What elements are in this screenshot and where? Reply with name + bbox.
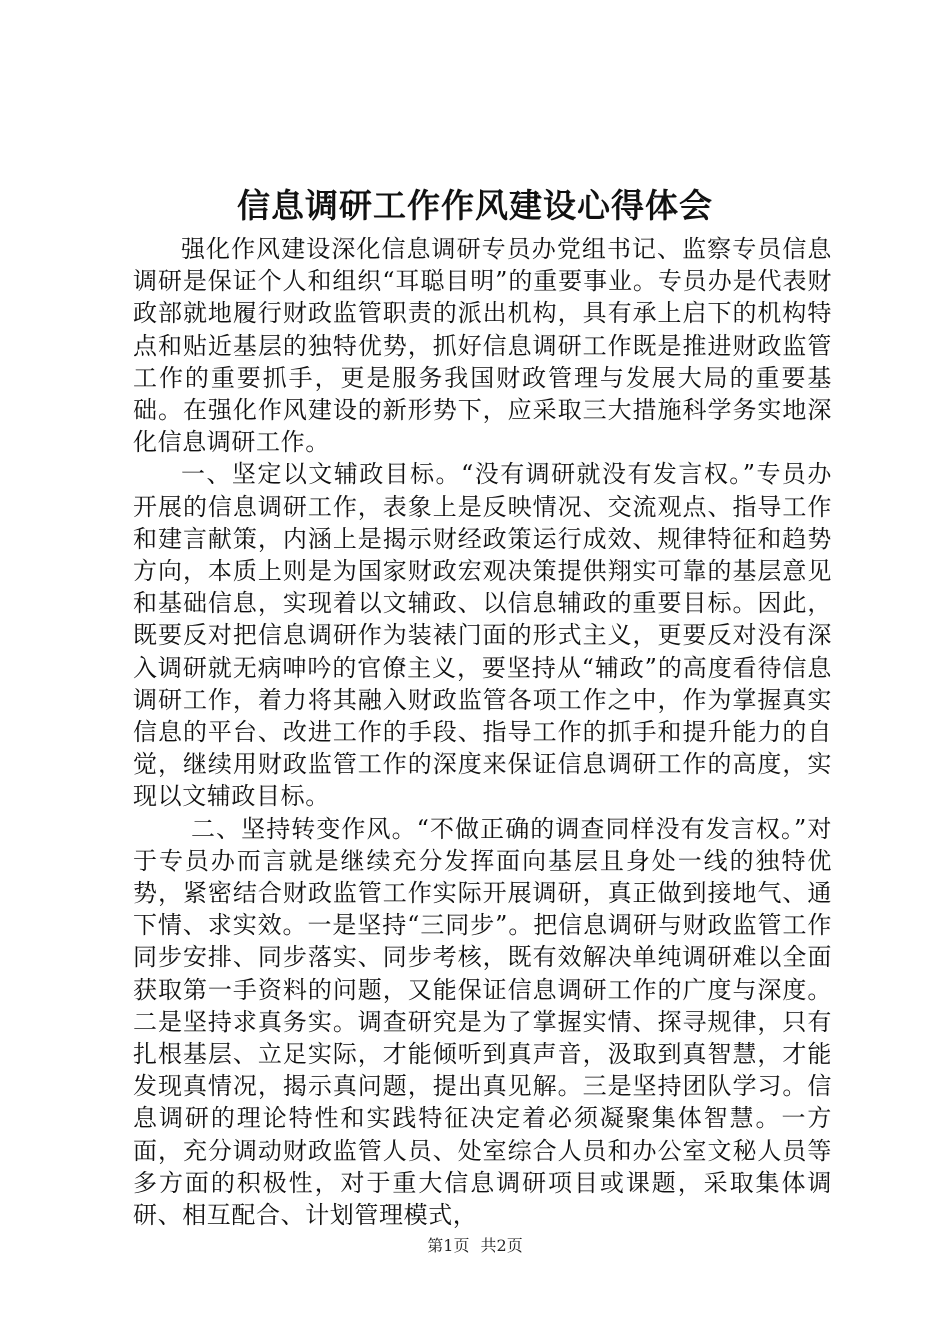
- paragraph-intro: 强化作风建设深化信息调研专员办党组书记、监察专员信息调研是保证个人和组织“耳聪目明”的重要事业。专员办是代表财政部就地履行财政监管职责的派出机构，具有承上启下的机构特点和贴近基层的独特优势，抓好信息调研工作既是推进财政监管工作的重要抓手，更是服务我国财政管理与发展大局的重要基础。在强化作风建设的新形势下，应采取三大措施科学务实地深化信息调研工作。: [133, 235, 832, 457]
- paragraph-section-1: 一、坚定以文辅政目标。“没有调研就没有发言权。”专员办开展的信息调研工作，表象上是反映情况、交流观点、指导工作和建言献策，内涵上是揭示财经政策运行成效、规律特征和趋势方向，本质上则是为国家财政宏观决策提供翔实可靠的基层意见和基础信息，实现着以文辅政、以信息辅政的重要目标。因此，既要反对把信息调研作为装裱门面的形式主义，更要反对没有深入调研就无病呻吟的官僚主义，要坚持从“辅政”的高度看待信息调研工作，着力将其融入财政监管各项工作之中，作为掌握真实信息的平台、改进工作的手段、指导工作的抓手和提升能力的自觉，继续用财政监管工作的深度来保证信息调研工作的高度，实现以文辅政目标。: [133, 460, 832, 811]
- page-total: 共2页: [480, 1236, 523, 1255]
- page-footer: [0, 1236, 950, 1256]
- document-body: [133, 233, 832, 1231]
- paragraph-section-2: 二、坚持转变作风。“不做正确的调查同样没有发言权。”对于专员办而言就是继续充分发挥面向基层且身处一线的独特优势，紧密结合财政监管工作实际开展调研，真正做到接地气、通下情、求实效。一是坚持“三同步”。把信息调研与财政监管工作同步安排、同步落实、同步考核，既有效解决单纯调研难以全面获取第一手资料的问题，又能保证信息调研工作的广度与深度。二是坚持求真务实。调查研究是为了掌握实情、探寻规律，只有扎根基层、立足实际，才能倾听到真声音，汲取到真智慧，才能发现真情况，揭示真问题，提出真见解。三是坚持团队学习。信息调研的理论特性和实践特征决定着必须凝聚集体智慧。一方面，充分调动财政监管人员、处室综合人员和办公室文秘人员等多方面的积极性，对于重大信息调研项目或课题，采取集体调研、相互配合、计划管理模式，: [133, 814, 832, 1230]
- page-number: 第1页: [427, 1236, 470, 1255]
- document-title: 信息调研工作作风建设心得体会: [237, 186, 713, 225]
